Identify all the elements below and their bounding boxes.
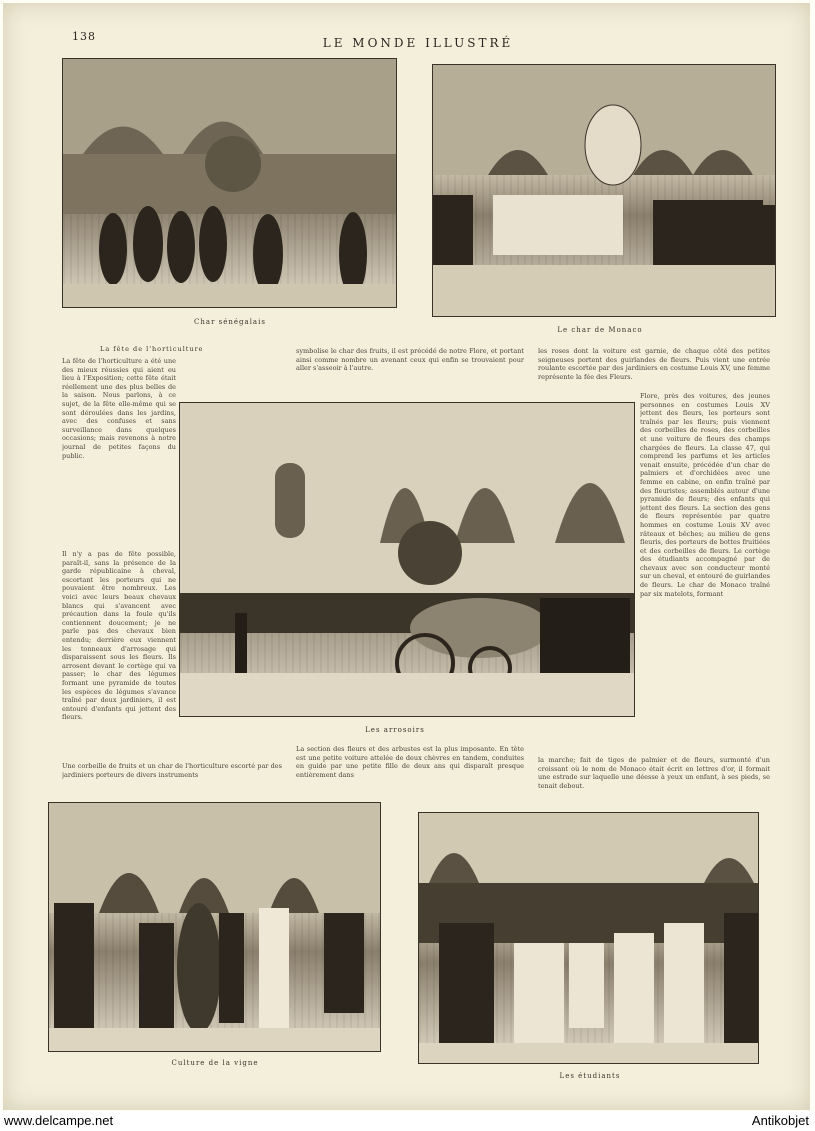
caption-photo-2: Le char de Monaco bbox=[557, 326, 643, 334]
watermark-left[interactable]: www.delcampe.net bbox=[4, 1113, 114, 1128]
photo-les-arrosoirs bbox=[179, 402, 635, 717]
caption-photo-1: Char sénégalais bbox=[194, 318, 266, 326]
article-col-1-bottom: Une corbeille de fruits et un char de l'horticulture escorté par des jardiniers porteurs de divers instruments bbox=[62, 762, 282, 779]
caption-photo-4: Culture de la vigne bbox=[171, 1059, 259, 1067]
article-col-3-bottom: la marche; fait de tiges de palmier et de fleurs, surmonté d'un croissant où le nom de Monaco était écrit en lettres d'or, il formait une estrade sur laquelle une déesse à yeux un enfant, à ses pieds, se tenait debout. bbox=[538, 756, 770, 790]
caption-photo-3: Les arrosoirs bbox=[365, 726, 425, 734]
photo-char-monaco bbox=[432, 64, 776, 317]
photo-les-etudiants bbox=[418, 812, 759, 1064]
journal-title: LE MONDE ILLUSTRÉ bbox=[322, 36, 514, 50]
article-col-2-top: symbolise le char des fruits, il est précédé de notre Flore, et portant ainsi comme nombre un avenant ceux qui enfin se trouvaient pour aller s'asseoir à l'autre. bbox=[296, 347, 524, 373]
caption-photo-5: Les étudiants bbox=[559, 1072, 621, 1080]
watermark-right: Antikobjet bbox=[751, 1113, 809, 1128]
page-number: 138 bbox=[72, 30, 96, 43]
article-col-3-top: les roses dont la voiture est garnie, de chaque côté des petites seigneuses portent des guirlandes de fleurs. Puis vient une entrée roulante escortée par des jardiniers en costume Louis XV, une femme représente la fée des Fleurs. bbox=[538, 347, 770, 381]
watermark-bar bbox=[0, 1111, 815, 1131]
article-col-1-top: La fête de l'horticulture a été une des mieux réussies qui aient eu lieu à l'Exposition; cette fête était réellement une des plus belles de la saison. Nous parlons, à ce sujet, de la fête elle-même qui se sont déroulées dans les jardins, avec des confuses et sans surveillance dans quelques occasions; mais revenons à notre journal de petites façons du public. bbox=[62, 357, 176, 460]
photo-culture-de-la-vigne bbox=[48, 802, 381, 1052]
article-col-2-bottom: La section des fleurs et des arbustes est la plus imposante. En tête est une petite voiture attelée de deux chèvres en tandem, conduites en guide par une petite fille de deux ans qui disparaît presque entièrement dans bbox=[296, 745, 524, 779]
article-col-1-mid: Il n'y a pas de fête possible, paraît-il, sans la présence de la garde républicaine à cheval, escortant les porteurs qui ne pouvaient être nombreux. Les voici avec leurs beaux chevaux blancs qui s'avancent avec précaution dans la foule qu'ils contiennent doucement; je ne parle pas des chevaux bien entendu; derrière eux viennent les tonneaux d'arrosage qui disparaissent sous les fleurs. Ils arrosent devant le cortège qui va passer; le char des légumes formant une pyramide de toutes les espèces de légumes s'avance traîné par deux jardiniers, il est entouré d'enfants qui jettent des fleurs. bbox=[62, 550, 176, 722]
article-heading: La fête de l'horticulture bbox=[100, 345, 204, 353]
photo-char-senegalais bbox=[62, 58, 397, 308]
article-col-4: Flore, près des voitures, des jeunes personnes en costumes Louis XV jettent des fleurs, les porteurs sont traînés par les fleurs; puis viennent des corbeilles de roses, des corbeilles et une voiture de fleurs des champs chargées de fleurs. La classe 47, qui comprend les parfums et les articles venait ensuite, précédée d'un char de palmiers et d'orchidées avec une femme en cabine, on enfin traîné par des fleuristes; assemblés autour d'une pyramide de fleurs; des enfants qui jettent des fleurs. La section des gens de fleurs représentée par quatre hommes en costume Louis XV avec râteaux et bêches; au milieu de gens fleuris, des porteurs de bottes fruitiées et des corbeilles de fleurs. Le cortège des étudiants accompagné par de chevaux avec son conducteur monté sur un cheval, et entouré de guirlandes de fleurs. Le char de Monaco traîné par six matelots, formant bbox=[640, 392, 770, 598]
